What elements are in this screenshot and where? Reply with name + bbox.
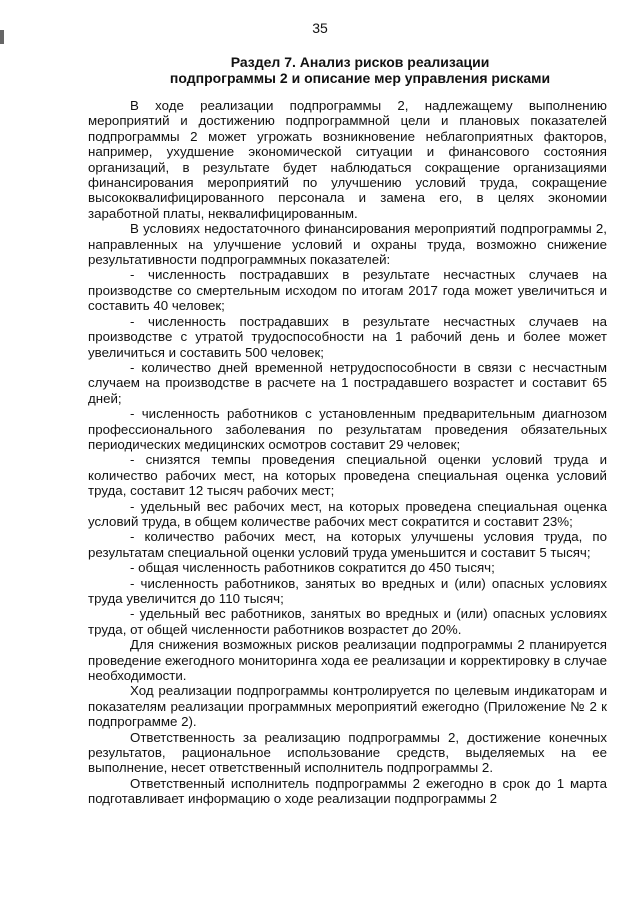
section-heading-line-1: Раздел 7. Анализ рисков реализации <box>230 54 490 70</box>
list-item-assessment-pace: - снизятся темпы проведения специальной оценки условий труда и количество рабочих мест, на которых проведена специальная оценка условий труда, составит 12 тысяч рабочих мест; <box>88 452 607 499</box>
list-item-improved-workplaces: - количество рабочих мест, на которых улучшены условия труда, по результатам специальной оценки условий труда уменьшится и составит 5 тысяч; <box>88 529 607 560</box>
list-item-occupational-disease: - численность работников с установленным предварительным диагнозом профессионального заболевания по результатам проведения обязательных периодических медицинских осмотров составит 29 человек; <box>88 406 607 452</box>
document-body <box>88 98 607 807</box>
list-item-total-workers: - общая численность работников сократится до 450 тысяч; <box>130 560 495 576</box>
paragraph-intro: В ходе реализации подпрограммы 2, надлежащему выполнению мероприятий и достижению подпрограммной цели и плановых показателей подпрограммы 2 может угрожать возникновение неблагоприятных факторов, например, ухудшение экономической ситуации и финансового состояния организаций, в результате будет наблюдаться сокращение организациями финансирования мероприятий по улучшению условий труда, сокращение высококвалифицированного персонала и замена его, в целях экономии заработной платы, неквалифицированным. <box>88 98 607 221</box>
section-heading <box>150 54 570 86</box>
paragraph-conditions: В условиях недостаточного финансирования мероприятий подпрограммы 2, направленных на улучшение условий и охраны труда, возможно снижение результативности подпрограммных показателей: <box>88 221 607 268</box>
list-item-fatal-accidents: - численность пострадавших в результате несчастных случаев на производстве со смертельным исходом по итогам 2017 года может увеличиться и составить 40 человек; <box>88 267 607 314</box>
list-item-hazardous-workers: - численность работников, занятых во вредных и (или) опасных условиях труда увеличится до 110 тысяч; <box>88 575 607 606</box>
paragraph-control: Ход реализации подпрограммы контролируется по целевым индикаторам и показателям реализации программных мероприятий ежегодно (Приложение № 2 к подпрограмме 2). <box>88 683 607 730</box>
paragraph-reporting: Ответственный исполнитель подпрограммы 2 ежегодно в срок до 1 марта подготавливает информацию о ходе реализации подпрограммы 2 <box>88 775 607 807</box>
page-number: 35 <box>312 20 328 36</box>
list-item-assessment-share: - удельный вес рабочих мест, на которых проведена специальная оценка условий труда, в общем количестве рабочих мест сократится и составит 23%; <box>88 498 607 529</box>
section-heading-line-2: подпрограммы 2 и описание мер управления рисками <box>169 70 551 86</box>
paragraph-responsibility: Ответственность за реализацию подпрограммы 2, достижение конечных результатов, рациональное использование средств, выделяемых на ее выполнение, несет ответственный исполнитель подпрограммы 2. <box>88 729 607 776</box>
list-item-sick-days: - количество дней временной нетрудоспособности в связи с несчастным случаем на производстве в расчете на 1 пострадавшего возрастет и составит 65 дней; <box>88 359 607 406</box>
list-item-hazardous-share: - удельный вес работников, занятых во вредных и (или) опасных условиях труда, от общей численности работников возрастет до 20%. <box>88 606 607 637</box>
list-item-disability-accidents: - численность пострадавших в результате несчастных случаев на производстве с утратой трудоспособности на 1 рабочий день и более может увеличиться и составить 500 человек; <box>88 313 607 360</box>
paragraph-monitoring: Для снижения возможных рисков реализации подпрограммы 2 планируется проведение ежегодного мониторинга хода ее реализации и корректировку в случае необходимости. <box>88 637 607 684</box>
